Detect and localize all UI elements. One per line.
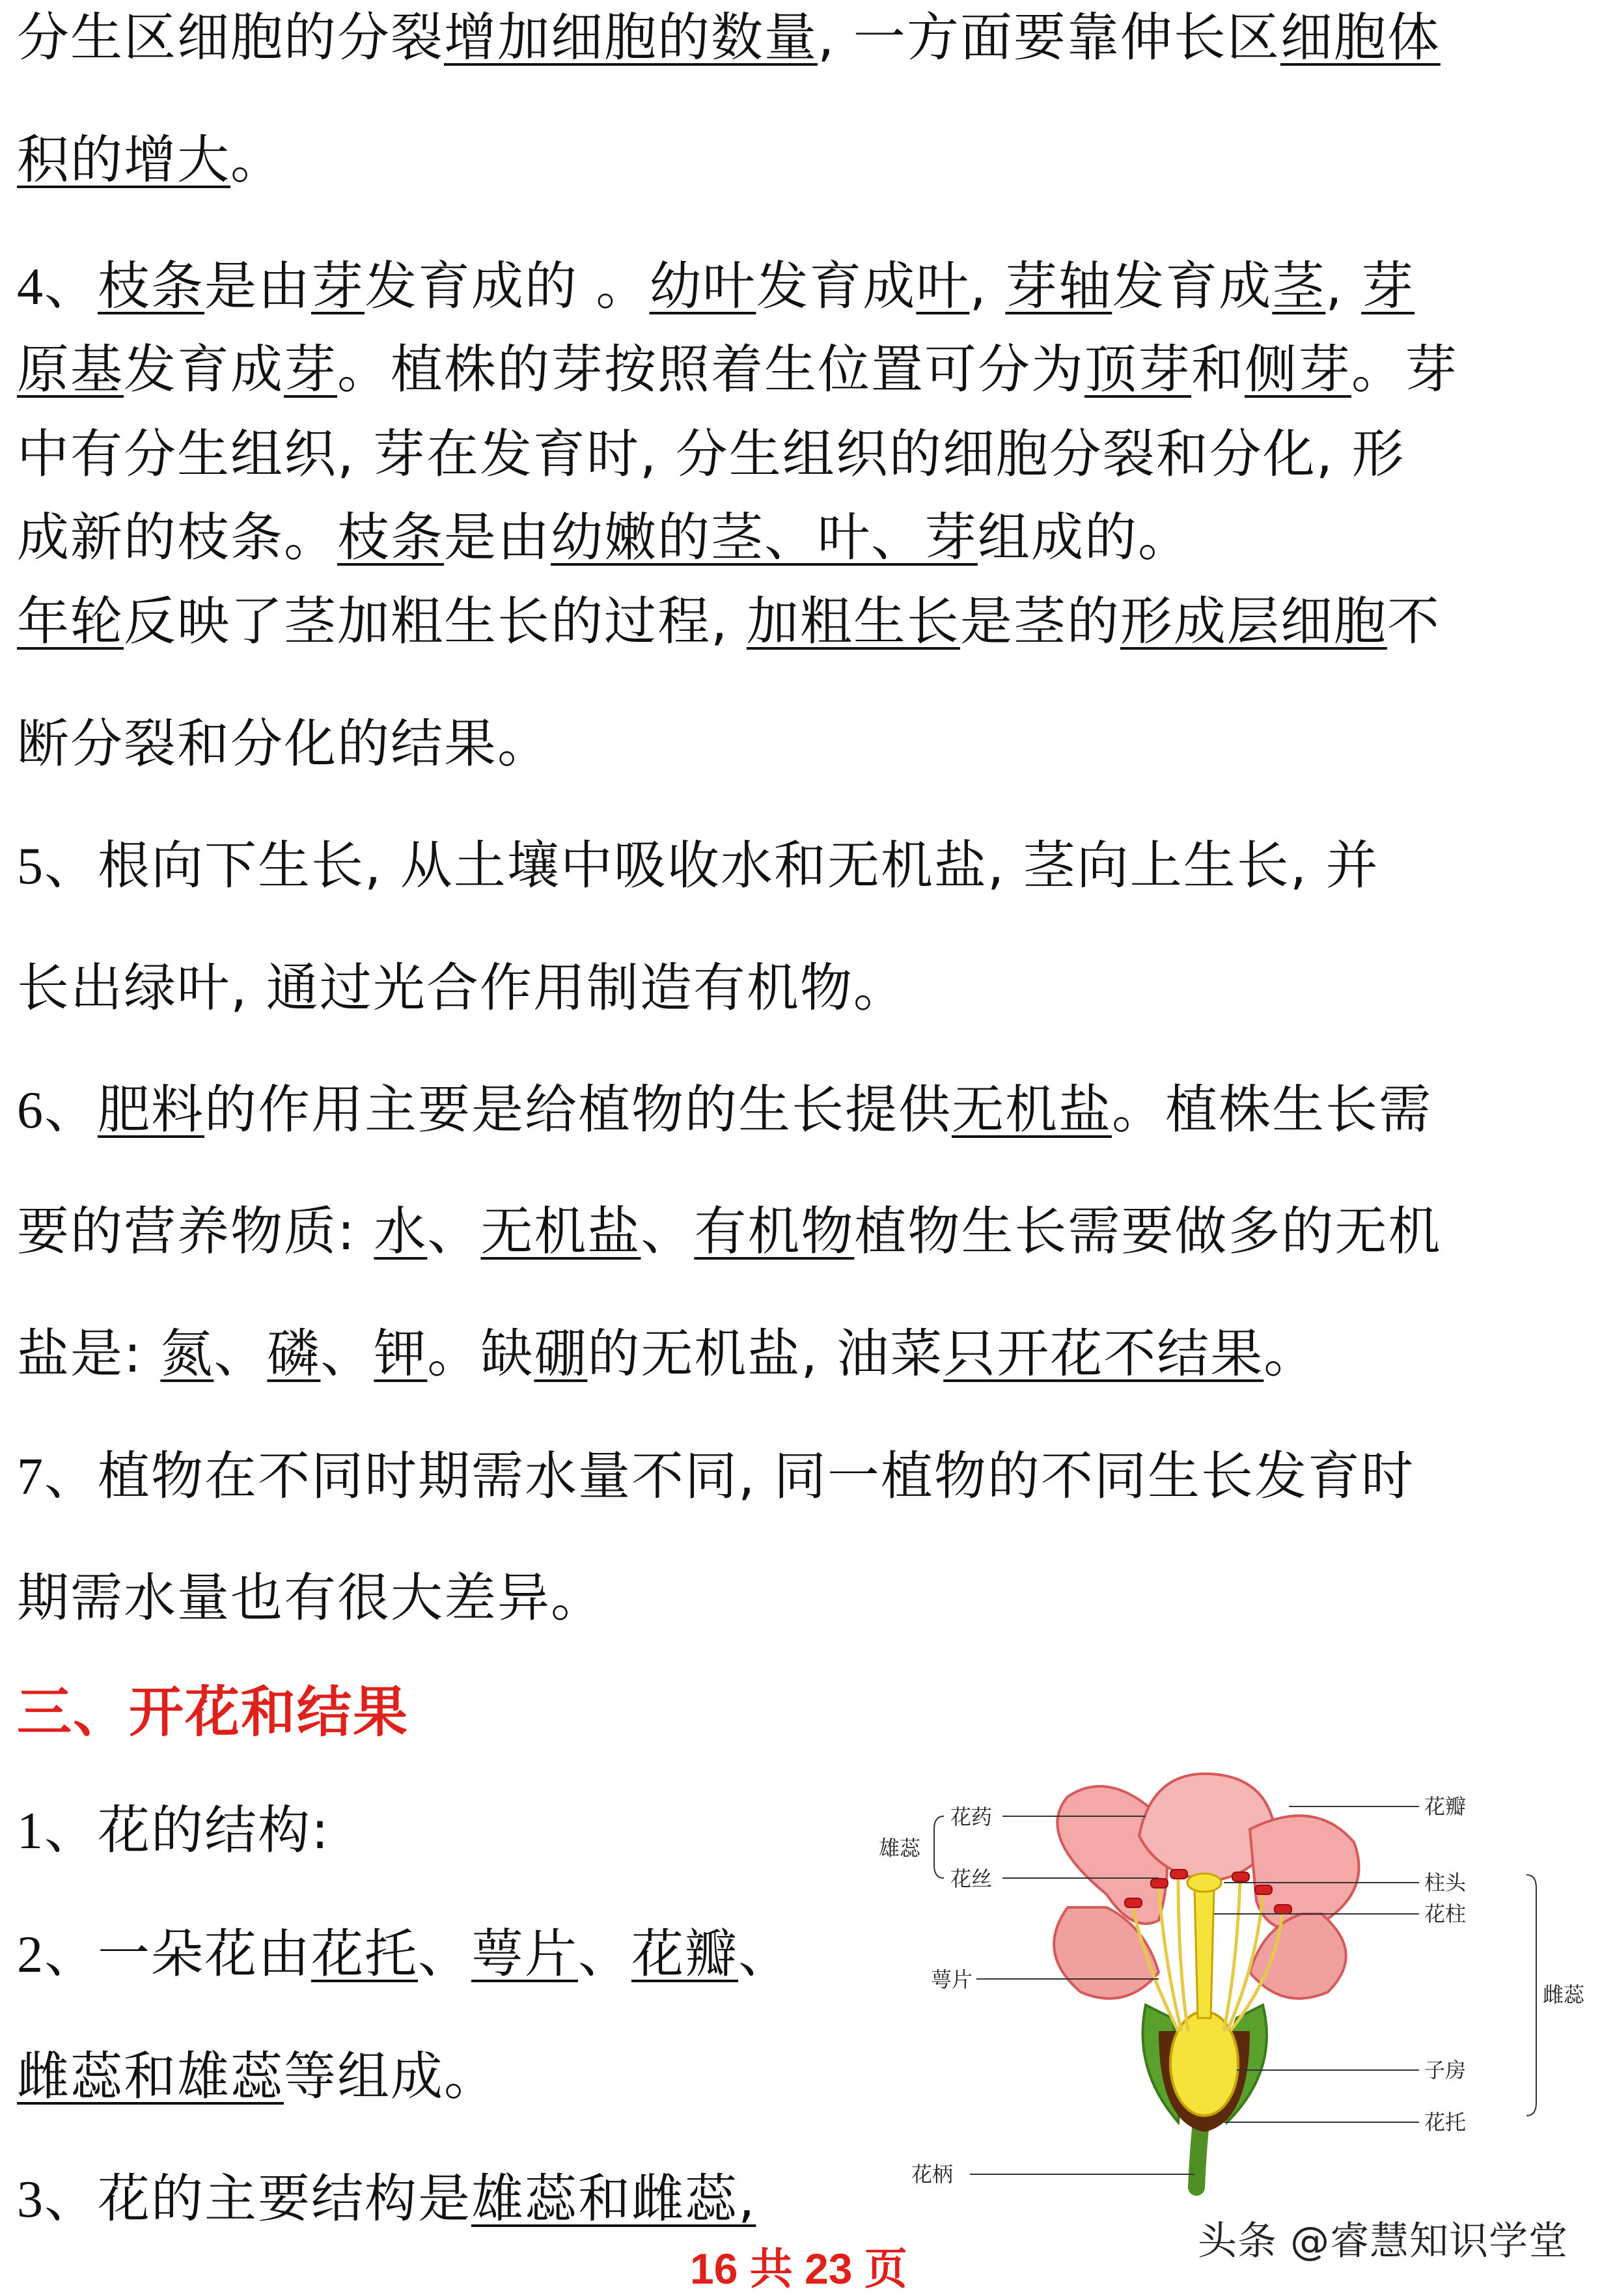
text: , 一方面要靠伸长区 — [818, 7, 1280, 68]
underlined-term: 积的增大 — [17, 130, 230, 190]
text: 断分裂和分化的结果。 — [17, 713, 551, 774]
underlined-term: 增加细胞的数量 — [444, 7, 818, 68]
underlined-term: 水 — [374, 1201, 428, 1262]
filament-shape — [1178, 1878, 1188, 2031]
text: 、 — [738, 1924, 792, 1984]
text: 要的营养物质: — [17, 1201, 374, 1262]
text: 盐是: — [17, 1323, 161, 1384]
text-line — [17, 2044, 863, 2109]
label-stigma: 柱头 — [1424, 1870, 1467, 1895]
text: 期需水量也有很大差异。 — [17, 1568, 604, 1628]
item-number: 4、 — [17, 258, 98, 316]
label-petal: 花瓣 — [1424, 1794, 1467, 1819]
underlined-term: 幼叶 — [649, 256, 756, 316]
underlined-term: 雌蕊和雄蕊 — [17, 2046, 284, 2107]
text: 长出绿叶, 通过光合作用制造有机物。 — [17, 958, 907, 1018]
text: , — [1325, 256, 1362, 316]
label-anther: 花药 — [950, 1805, 993, 1829]
underlined-term: 顶芽 — [1084, 339, 1191, 400]
underlined-term: 雄蕊和雌蕊, — [471, 2168, 756, 2229]
text: 。 — [230, 130, 284, 190]
text-line — [17, 712, 1599, 777]
anther-shape — [1255, 1885, 1272, 1894]
text-line — [17, 337, 1599, 402]
underlined-term: 芽 — [1361, 256, 1415, 316]
text: 发育成的 。 — [365, 256, 650, 316]
stigma-shape — [1187, 1874, 1221, 1892]
text: 组成的。 — [978, 507, 1191, 568]
text: 。植株的芽按照着生位置可分为 — [337, 339, 1084, 400]
anther-shape — [1232, 1872, 1249, 1881]
underlined-term: 萼片 — [471, 1924, 578, 1984]
text: 、 — [320, 1323, 374, 1384]
text-line — [17, 2166, 863, 2232]
text-line — [17, 422, 1599, 487]
style-shape — [1194, 1888, 1214, 2018]
text: 是由 — [204, 256, 311, 316]
text-line — [17, 5, 1599, 70]
text: 、 — [578, 1924, 631, 1984]
label-pistil: 雌蕊 — [1543, 1982, 1585, 2007]
text-line — [17, 254, 1599, 320]
section-heading: 三、开花和结果 — [17, 1680, 409, 1744]
text: 发育成 — [1112, 256, 1273, 316]
text: 等组成。 — [284, 2046, 497, 2107]
item-number: 5、 — [17, 838, 98, 895]
text-line — [17, 1199, 1599, 1264]
item-number: 6、 — [17, 1082, 98, 1139]
underlined-term: 肥料 — [98, 1079, 204, 1140]
text: 的作用主要是给植物的生长提供 — [204, 1079, 952, 1140]
label-stamen: 雄蕊 — [879, 1836, 921, 1860]
underlined-term: 钾 — [374, 1323, 428, 1384]
underlined-term: 幼嫩的茎、叶、芽 — [551, 507, 978, 568]
text: 分生区细胞的分裂 — [17, 7, 444, 68]
underlined-term: 细胞体 — [1280, 7, 1441, 68]
pedicel-shape — [1196, 2122, 1201, 2187]
text: 植物生长需要做多的无机 — [854, 1201, 1442, 1262]
text: 是茎的 — [959, 591, 1120, 652]
anther-shape — [1170, 1870, 1187, 1879]
text: 。缺 — [427, 1323, 534, 1384]
label-pedicel: 花柄 — [911, 2162, 954, 2187]
underlined-term: 芽 — [284, 339, 337, 400]
item-number: 2、 — [17, 1926, 98, 1984]
underlined-term: 花瓣 — [631, 1924, 738, 1984]
text: 成新的枝条。 — [17, 507, 337, 568]
petal-lower-right-shape — [1250, 1914, 1346, 1999]
underlined-term: 枝条 — [98, 256, 204, 316]
text: 、 — [641, 1201, 695, 1262]
flower-structure-diagram — [872, 1758, 1601, 2200]
label-sepal: 萼片 — [931, 1967, 973, 1992]
underlined-term: 无机盐 — [952, 1079, 1112, 1140]
anther-shape — [1125, 1898, 1142, 1907]
text: 、 — [214, 1323, 268, 1384]
label-receptacle: 花托 — [1424, 2110, 1467, 2135]
underlined-term: 侧芽 — [1245, 339, 1351, 400]
label-filament: 花丝 — [950, 1866, 993, 1891]
underlined-term: 原基 — [17, 339, 124, 400]
item-number: 7、 — [17, 1448, 98, 1506]
text: 花的主要结构是 — [98, 2168, 471, 2229]
underlined-term: 磷 — [267, 1323, 321, 1384]
text: 。植株生长需 — [1112, 1079, 1432, 1140]
text: 根向下生长, 从土壤中吸收水和无机盐, 茎向上生长, 并 — [98, 835, 1379, 896]
text: 和 — [1191, 339, 1245, 400]
underlined-term: 花托 — [311, 1924, 418, 1984]
text-line — [17, 1566, 1599, 1631]
page-number: 16 共 23 页 — [690, 2245, 907, 2293]
text-line — [17, 833, 1599, 899]
text-line — [17, 1321, 1599, 1387]
text: 一朵花由 — [98, 1924, 311, 1984]
text-line — [17, 505, 1599, 570]
item-number: 1、 — [17, 1803, 98, 1860]
text: 、 — [418, 1924, 471, 1984]
text: 发育成 — [124, 339, 284, 400]
text: 。 — [1263, 1323, 1318, 1384]
underlined-term: 芽轴 — [1005, 256, 1112, 316]
underlined-term: 芽 — [311, 256, 365, 316]
text-line — [17, 956, 1599, 1021]
underlined-term: 年轮 — [17, 591, 124, 652]
text: 、 — [427, 1201, 481, 1262]
underlined-term: 加粗生长 — [746, 591, 960, 652]
text: 中有分生组织, 芽在发育时, 分生组织的细胞分裂和分化, 形 — [17, 424, 1405, 484]
text: 花的结构: — [98, 1800, 330, 1860]
text: , — [969, 256, 1006, 316]
underlined-term: 无机盐 — [480, 1201, 641, 1262]
text: 是由 — [444, 507, 551, 568]
underlined-term: 有机物 — [694, 1201, 855, 1262]
label-style: 花柱 — [1424, 1902, 1467, 1926]
label-ovary: 子房 — [1424, 2058, 1467, 2082]
underlined-term: 茎 — [1272, 256, 1326, 316]
text: 。芽 — [1351, 339, 1458, 400]
text-line — [17, 1077, 1599, 1143]
underlined-term: 枝条 — [337, 507, 444, 568]
text: 反映了茎加粗生长的过程, — [124, 591, 747, 652]
underlined-term: 形成层细胞 — [1120, 591, 1387, 652]
underlined-term: 叶 — [916, 256, 970, 316]
text-line — [17, 589, 1599, 654]
text: 植物在不同时期需水量不同, 同一植物的不同生长发育时 — [98, 1446, 1415, 1506]
text-line — [17, 1444, 1599, 1510]
underlined-term: 硼 — [534, 1323, 588, 1384]
underlined-term: 只开花不结果 — [943, 1323, 1264, 1384]
anther-shape — [1275, 1905, 1291, 1914]
text: 不 — [1387, 591, 1441, 652]
watermark-text: 头条 @睿慧知识学堂 — [1198, 2219, 1569, 2264]
text: 发育成 — [756, 256, 917, 316]
anther-shape — [1151, 1879, 1168, 1888]
item-number: 3、 — [17, 2171, 98, 2228]
text: 的无机盐, 油菜 — [587, 1323, 944, 1384]
text-line — [17, 128, 1599, 193]
text-line — [17, 1922, 863, 1987]
underlined-term: 氮 — [160, 1323, 214, 1384]
